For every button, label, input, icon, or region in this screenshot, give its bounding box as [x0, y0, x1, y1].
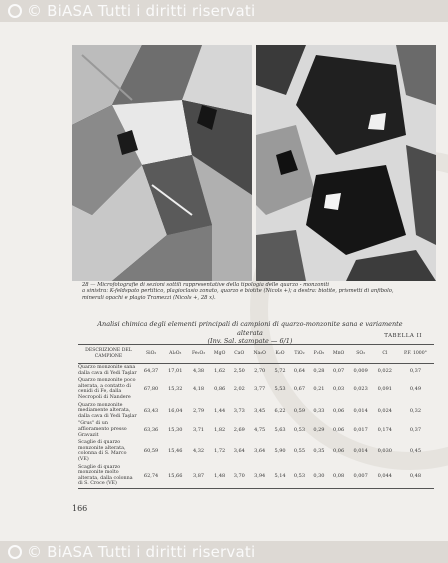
- table-cell: 1,48: [210, 464, 230, 489]
- table-cell: 3,70: [230, 464, 249, 489]
- table-cell: 3,87: [187, 464, 209, 489]
- table-cell: 62,74: [139, 464, 163, 489]
- table-title-line-2: (Inv. Sal. stampate — 6/1): [207, 337, 293, 345]
- table-cell: 0,009: [353, 367, 368, 374]
- table-cell: 0,33: [313, 407, 325, 414]
- table-cell: 2,79: [192, 407, 205, 414]
- figure-caption-line-1: 28 — Microfotografie di sezioni sottili rappresentative della tipologia delle quarzo - monzoniti: [82, 282, 330, 288]
- table-cell: 15,66: [163, 464, 187, 489]
- column-header: Fe₂O₃: [187, 345, 209, 364]
- table-cell: 0,023: [353, 386, 368, 393]
- table-cell: 0,014: [353, 407, 368, 414]
- table-cell: 0,29: [313, 426, 325, 433]
- table-cell: 0,022: [377, 367, 392, 374]
- table-cell: 60,59: [143, 448, 159, 455]
- table-cell: 0,174: [377, 426, 392, 433]
- table-cell: 0,21: [313, 386, 325, 393]
- table-cell: 15,32: [168, 386, 183, 393]
- table-row: [78, 420, 434, 439]
- table-cell: 63,36: [143, 426, 159, 433]
- table-cell: 15,46: [168, 448, 183, 455]
- table-cell: 3,73: [233, 407, 245, 414]
- watermark-text: © BiASA Tutti i diritti riservati: [27, 2, 256, 20]
- table-title-line-1: Analisi chimica degli elementi principali di campioni di quarzo-monzonite sana e variamente alterata: [97, 320, 403, 337]
- table-cell: 5,63: [274, 426, 286, 433]
- table-cell: 0,53: [293, 426, 306, 433]
- sample-description: Scaglie di quarzo monzonite molto alterata, dalla colonna di S. Croce (VE): [78, 464, 139, 489]
- table-cell: 0,37: [409, 367, 422, 374]
- table-cell: 3,64: [233, 448, 245, 455]
- table-cell: 5,53: [274, 386, 286, 393]
- table-cell: 0,28: [313, 367, 325, 374]
- biasa-logo-icon: [8, 545, 22, 559]
- column-header: CaO: [230, 345, 249, 364]
- table-cell: 0,30: [309, 464, 328, 489]
- sample-description: Quarzo monzonite mediamente alterata, dalla cava di Yedi Taşlar: [78, 402, 137, 419]
- table-cell: 2,69: [233, 426, 245, 433]
- sample-description: Quarzo monzonite sana dalla cava di Yedi Taşlar: [78, 365, 137, 376]
- table-cell: 0,08: [329, 464, 349, 489]
- table-cell: 1,44: [214, 407, 226, 414]
- table-cell: 64,37: [143, 367, 159, 374]
- table-cell: 1,62: [214, 367, 226, 374]
- table-cell: 0,06: [333, 426, 345, 433]
- table-label: TABELLA II: [384, 333, 422, 339]
- table-cell: 63,43: [143, 407, 159, 414]
- table-cell: 0,014: [353, 448, 368, 455]
- table-cell: 3,71: [192, 426, 205, 433]
- table-cell: 0,53: [290, 464, 309, 489]
- table-header-row: [78, 345, 434, 364]
- table-cell: 2,50: [233, 367, 245, 374]
- table-cell: 0,45: [409, 448, 422, 455]
- watermark-banner-top: [0, 0, 448, 22]
- table-cell: 0,59: [293, 407, 306, 414]
- table-cell: 67,80: [143, 386, 159, 393]
- table-cell: 0,06: [333, 407, 345, 414]
- column-header: P₂O₅: [309, 345, 328, 364]
- sample-description: Quarzo monzonite poco alterata, a contatto di cenidi di Fe, dalla Necropoli di Nandere: [78, 378, 136, 400]
- watermark-banner-bottom: [0, 541, 448, 563]
- column-header: Na₂O: [249, 345, 270, 364]
- column-header: SiO₂: [139, 345, 163, 364]
- table-cell: 0,49: [409, 386, 422, 393]
- table-title: [90, 320, 410, 346]
- table-cell: 4,18: [192, 386, 205, 393]
- table-cell: 3,94: [249, 464, 270, 489]
- table-cell: 0,07: [333, 367, 345, 374]
- page-number: 166: [72, 504, 88, 513]
- table-cell: 0,64: [293, 367, 306, 374]
- table-row: [78, 364, 434, 378]
- figure-caption-line-2: a sinistra: K-feldspato pertitico, plagioclasio zonato, quarzo e biotite (Nicols +); a destra: biotite, prismetti di anfibolo,: [82, 288, 394, 295]
- table-cell: 4,75: [254, 426, 266, 433]
- table-cell: 5,90: [274, 448, 286, 455]
- sample-description: Scaglie di quarzo monzonite alterata, colonna di S. Marco (VE): [78, 440, 127, 462]
- column-header: TiO₂: [290, 345, 309, 364]
- table-cell: 0,017: [353, 426, 368, 433]
- table-cell: 0,024: [377, 407, 392, 414]
- table-row: [78, 439, 434, 463]
- table-cell: 0,030: [377, 448, 392, 455]
- table-cell: 0,86: [214, 386, 226, 393]
- table-cell: 0,55: [293, 448, 306, 455]
- table-cell: 0,091: [377, 386, 392, 393]
- table-cell: 5,14: [270, 464, 289, 489]
- table-cell: 2,70: [254, 367, 266, 374]
- table-cell: 15,30: [168, 426, 183, 433]
- column-header: DESCRIZIONE DEL CAMPIONE: [78, 345, 139, 364]
- column-header: Cl: [373, 345, 397, 364]
- table-cell: 3,45: [254, 407, 266, 414]
- table-cell: 0,044: [373, 464, 397, 489]
- column-header: Al₂O₃: [163, 345, 187, 364]
- table-cell: 4,38: [192, 367, 205, 374]
- column-header: K₂O: [270, 345, 289, 364]
- table-cell: 0,06: [333, 448, 345, 455]
- column-header: MgO: [210, 345, 230, 364]
- table-cell: 0,007: [349, 464, 373, 489]
- figure-caption-line-3: minerali opachi e plagio Tramezzi (Nicols +, 28 x).: [82, 294, 216, 301]
- table-cell: 3,64: [254, 448, 266, 455]
- table-cell: 16,04: [168, 407, 183, 414]
- table-cell: 1,82: [214, 426, 226, 433]
- column-header: MnO: [329, 345, 349, 364]
- table-cell: 1,72: [214, 448, 226, 455]
- watermark-text: © BiASA Tutti i diritti riservati: [27, 543, 256, 561]
- table-cell: 5,72: [274, 367, 286, 374]
- table-row: [78, 402, 434, 421]
- figure-caption: [82, 282, 426, 301]
- table-cell: 0,67: [293, 386, 306, 393]
- table-cell: 0,37: [409, 426, 422, 433]
- table-cell: 6,22: [274, 407, 286, 414]
- column-header: P.F. 1000°: [397, 345, 434, 364]
- micrograph-left: [72, 45, 252, 281]
- table-cell: 0,03: [333, 386, 345, 393]
- chemical-analysis-table: [78, 344, 434, 489]
- table-row: [78, 377, 434, 401]
- table-cell: 0,48: [397, 464, 434, 489]
- table-cell: 0,35: [313, 448, 325, 455]
- micrograph-right: [256, 45, 436, 281]
- table-cell: 4,32: [192, 448, 205, 455]
- column-header: SO₃: [349, 345, 373, 364]
- biasa-logo-icon: [8, 4, 22, 18]
- sample-description: "Grus" di un affioramento presso Gravazit: [78, 421, 127, 438]
- table-cell: 0,32: [409, 407, 422, 414]
- table-cell: 17,01: [168, 367, 183, 374]
- table-cell: 3,77: [254, 386, 266, 393]
- table-row: [78, 464, 434, 489]
- table-cell: 2,02: [233, 386, 245, 393]
